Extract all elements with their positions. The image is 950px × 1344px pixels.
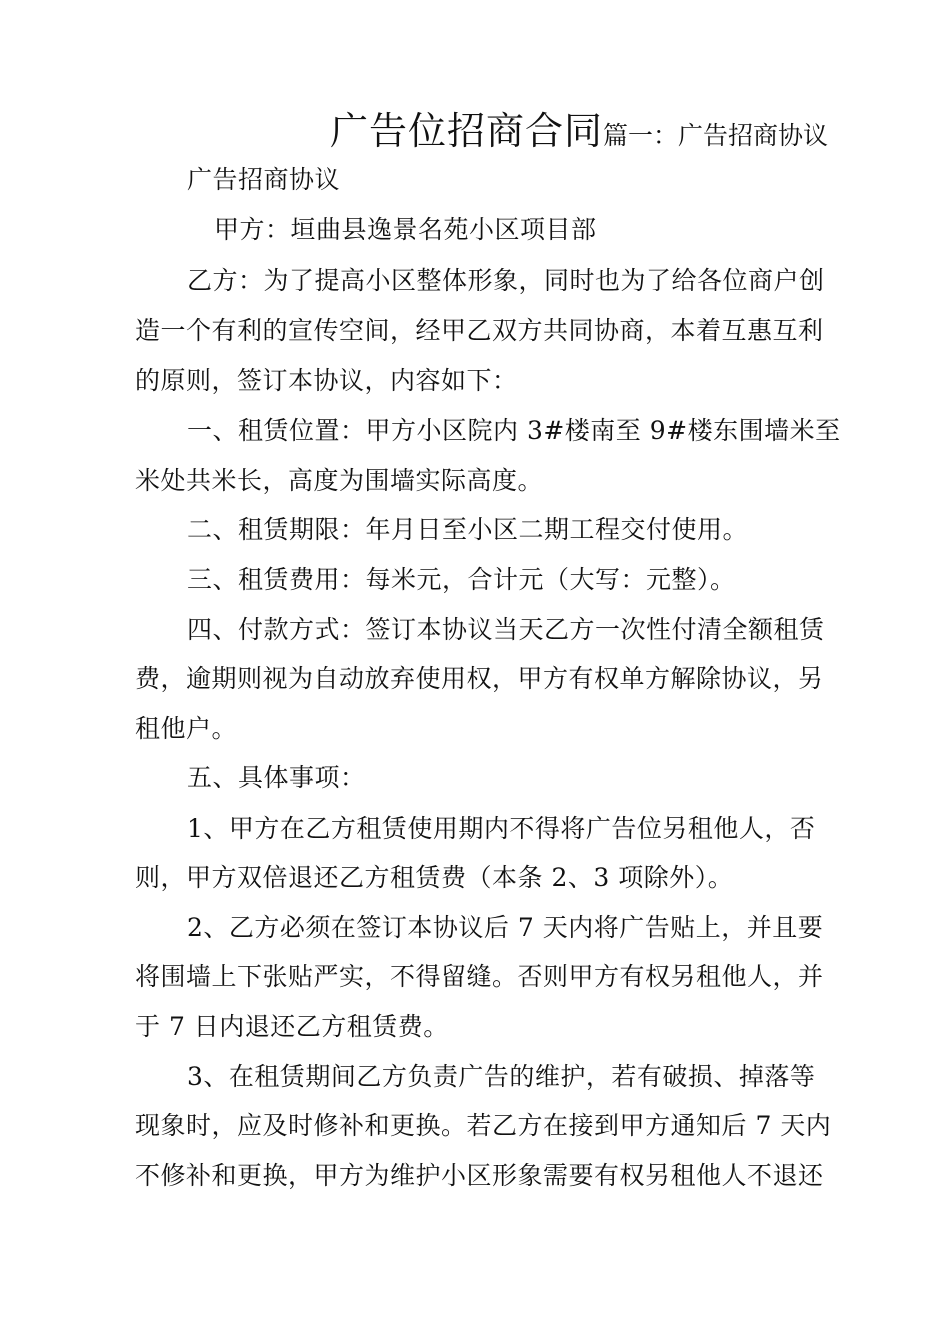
paragraph-line: 现象时，应及时修补和更换。若乙方在接到甲方通知后 7 天内	[135, 1111, 832, 1140]
paragraph-line: 造一个有利的宣传空间，经甲乙双方共同协商，本着互惠互利	[135, 316, 824, 345]
paragraph-line: 租他户。	[135, 714, 238, 743]
paragraph-line: 将围墙上下张贴严实，不得留缝。否则甲方有权另租他人，并	[135, 962, 824, 991]
title-row	[0, 100, 828, 155]
party-a-line: 甲方：垣曲县逸景名苑小区项目部	[214, 215, 597, 244]
paragraph-line: 五、具体事项：	[187, 763, 366, 792]
paragraph-line: 的原则，签订本协议，内容如下：	[135, 366, 518, 395]
paragraph-line: 二、租赁期限：年月日至小区二期工程交付使用。	[187, 515, 749, 544]
section-heading: 广告招商协议	[187, 165, 341, 194]
paragraph-line: 于 7 日内退还乙方租赁费。	[135, 1012, 449, 1041]
paragraph-line: 三、租赁费用：每米元，合计元（大写：元整）。	[187, 565, 736, 594]
paragraph-line: 米处共米长，高度为围墙实际高度。	[135, 466, 544, 495]
paragraph-line: 2、乙方必须在签订本协议后 7 天内将广告贴上，并且要	[187, 913, 824, 942]
document-title: 广告位招商合同	[329, 109, 603, 153]
paragraph-line: 3、在租赁期间乙方负责广告的维护，若有破损、掉落等	[187, 1062, 816, 1091]
paragraph-line: 乙方：为了提高小区整体形象，同时也为了给各位商户创	[187, 266, 825, 295]
document-subtitle: 篇一：广告招商协议	[602, 121, 828, 150]
paragraph-line: 四、付款方式：签订本协议当天乙方一次性付清全额租赁	[187, 615, 825, 644]
paragraph-line: 1、甲方在乙方租赁使用期内不得将广告位另租他人，否	[187, 814, 816, 843]
paragraph-line: 费，逾期则视为自动放弃使用权，甲方有权单方解除协议，另	[135, 664, 824, 693]
paragraph-line: 一、租赁位置：甲方小区院内 3#楼南至 9#楼东围墙米至	[187, 416, 841, 445]
paragraph-line: 则，甲方双倍退还乙方租赁费（本条 2、3 项除外）。	[135, 863, 734, 892]
paragraph-line: 不修补和更换，甲方为维护小区形象需要有权另租他人不退还	[135, 1161, 824, 1190]
